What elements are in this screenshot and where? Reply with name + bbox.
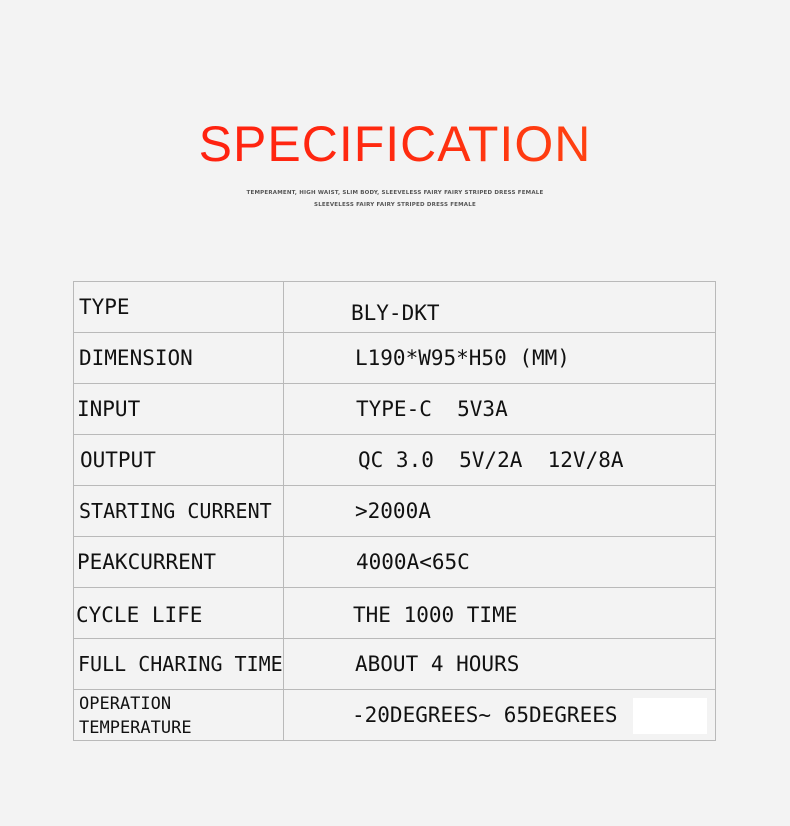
spec-label-cell [74, 384, 284, 434]
spec-value: -20DEGREES~ 65DEGREES [352, 703, 618, 727]
spec-value-cell [284, 282, 716, 332]
spec-value: ABOUT 4 HOURS [355, 652, 520, 676]
spec-label-cell [74, 537, 284, 587]
subtitle-line-1: TEMPERAMENT, HIGH WAIST, SLIM BODY, SLEEVELESS FAIRY FAIRY STRIPED DRESS FEMALE [246, 190, 544, 196]
table-row [74, 333, 716, 384]
spec-value: >2000A [355, 499, 431, 523]
spec-label: OPERATION TEMPERATURE [79, 694, 192, 738]
spec-label: PEAKCURRENT [77, 550, 217, 574]
spec-label: TYPE [79, 295, 130, 319]
spec-value: QC 3.0 5V/2A 12V/8A [358, 448, 624, 472]
spec-label-cell [74, 639, 284, 689]
spec-label: FULL CHARING TIME [78, 652, 283, 676]
spec-value: BLY-DKT [351, 301, 440, 325]
spec-label-cell [74, 690, 284, 740]
spec-value-cell [284, 333, 716, 383]
spec-value-cell [284, 588, 716, 638]
spec-label-cell [74, 588, 284, 638]
spec-label-cell [74, 486, 284, 536]
spec-label: CYCLE LIFE [76, 603, 203, 627]
page-title: SPECIFICATION [0, 112, 790, 176]
table-row [74, 588, 716, 639]
spec-value: 4000A<65C [356, 550, 470, 574]
subtitle-line-2: SLEEVELESS FAIRY FAIRY STRIPED DRESS FEMALE [314, 202, 476, 208]
spec-value-cell [284, 537, 716, 587]
table-row [74, 690, 716, 741]
table-row [74, 486, 716, 537]
spec-value: TYPE-C 5V3A [356, 397, 508, 421]
spec-value-cell [284, 384, 716, 434]
spec-label-cell [74, 282, 284, 332]
spec-value-cell [284, 690, 716, 740]
spec-value: L190*W95*H50 (MM) [355, 346, 570, 370]
spec-label: OUTPUT [80, 448, 156, 472]
table-row [74, 639, 716, 690]
spec-table [73, 281, 716, 741]
spec-label: DIMENSION [79, 346, 193, 370]
table-row [74, 435, 716, 486]
spec-value-cell [284, 486, 716, 536]
spec-value-cell [284, 639, 716, 689]
blank-white-box [633, 698, 707, 734]
spec-label-cell [74, 435, 284, 485]
spec-label-cell [74, 333, 284, 383]
table-row [74, 384, 716, 435]
table-row [74, 537, 716, 588]
spec-label: INPUT [77, 397, 141, 421]
spec-value: THE 1000 TIME [353, 603, 518, 627]
spec-label: STARTING CURRENT [79, 499, 272, 523]
spec-value-cell [284, 435, 716, 485]
table-row [74, 282, 716, 333]
